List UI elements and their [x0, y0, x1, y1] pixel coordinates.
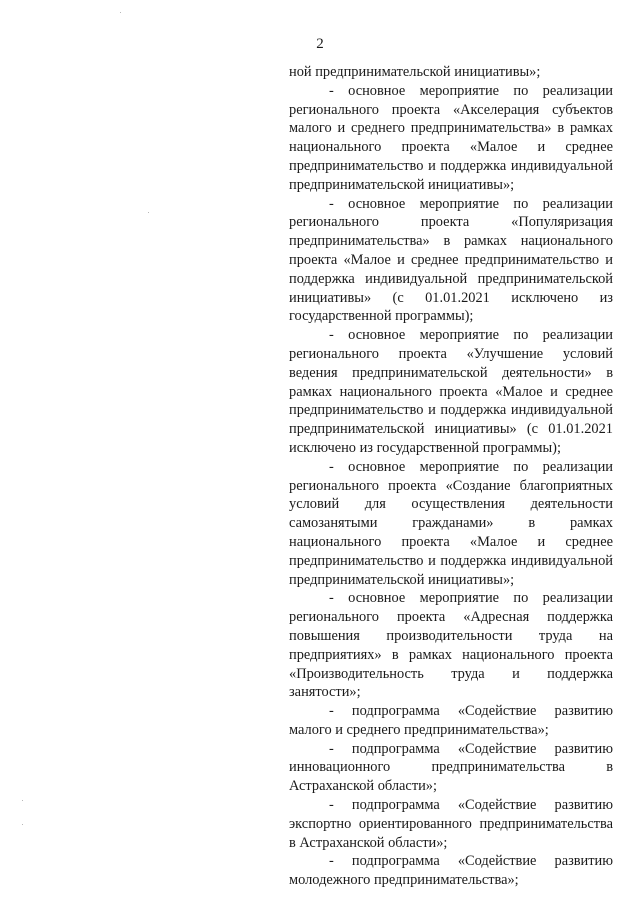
paragraph-acceleration-project: - основное мероприятие по реализации регионального проекта «Акселерация субъектов малого и среднего предпринимательства» в рамках национального проекта «Малое и среднее предпринимательство и поддержка индивидуальной предпринимательской инициативы»; — [289, 82, 613, 193]
paragraph-subprogram-innovation: - подпрограмма «Содействие развитию инновационного предпринимательства в Астраханской области»; — [289, 740, 613, 795]
paragraph-popularization-project: - основное мероприятие по реализации регионального проекта «Популяризация предпринимательства» в рамках национального проекта «Малое и среднее предпринимательство и поддержка индивидуальной предпринимательской инициативы» (с 01.01.2021 исключено из государственной программы); — [289, 195, 613, 325]
scan-speck — [22, 800, 23, 801]
page-number: 2 — [316, 36, 324, 52]
paragraph-productivity-project: - основное мероприятие по реализации регионального проекта «Адресная поддержка повышения производительности труда на предприятиях» в рамках национального проекта «Производительность труда и поддержка занятости»; — [289, 590, 613, 701]
scan-speck — [22, 824, 23, 825]
paragraph-business-conditions-project: - основное мероприятие по реализации регионального проекта «Улучшение условий ведения предпринимательской деятельности» в рамках национального проекта «Малое и среднее предпринимательство и поддержка индивидуальной предпринимательской инициативы» (с 01.01.2021 исключено из государственной программы); — [289, 327, 613, 456]
paragraph-subprogram-export: - подпрограмма «Содействие развитию экспортно ориентированного предпринимательства в Астраханской области»; — [289, 797, 613, 851]
body-text — [289, 63, 613, 890]
paragraph-subprogram-youth: - подпрограмма «Содействие развитию молодежного предпринимательства»; — [289, 853, 613, 889]
paragraph-subprogram-small-business: - подпрограмма «Содействие развитию малого и среднего предпринимательства»; — [289, 703, 613, 738]
scan-speck — [120, 12, 121, 13]
paragraph-continuation: ной предпринимательской инициативы»; — [289, 64, 541, 80]
paragraph-self-employed-project: - основное мероприятие по реализации регионального проекта «Создание благоприятных условий для осуществления деятельности самозанятыми гражданами» в рамках национального проекта «Малое и среднее предпринимательство и поддержка индивидуальной предпринимательской инициативы»; — [289, 458, 613, 588]
scan-speck — [148, 212, 149, 213]
